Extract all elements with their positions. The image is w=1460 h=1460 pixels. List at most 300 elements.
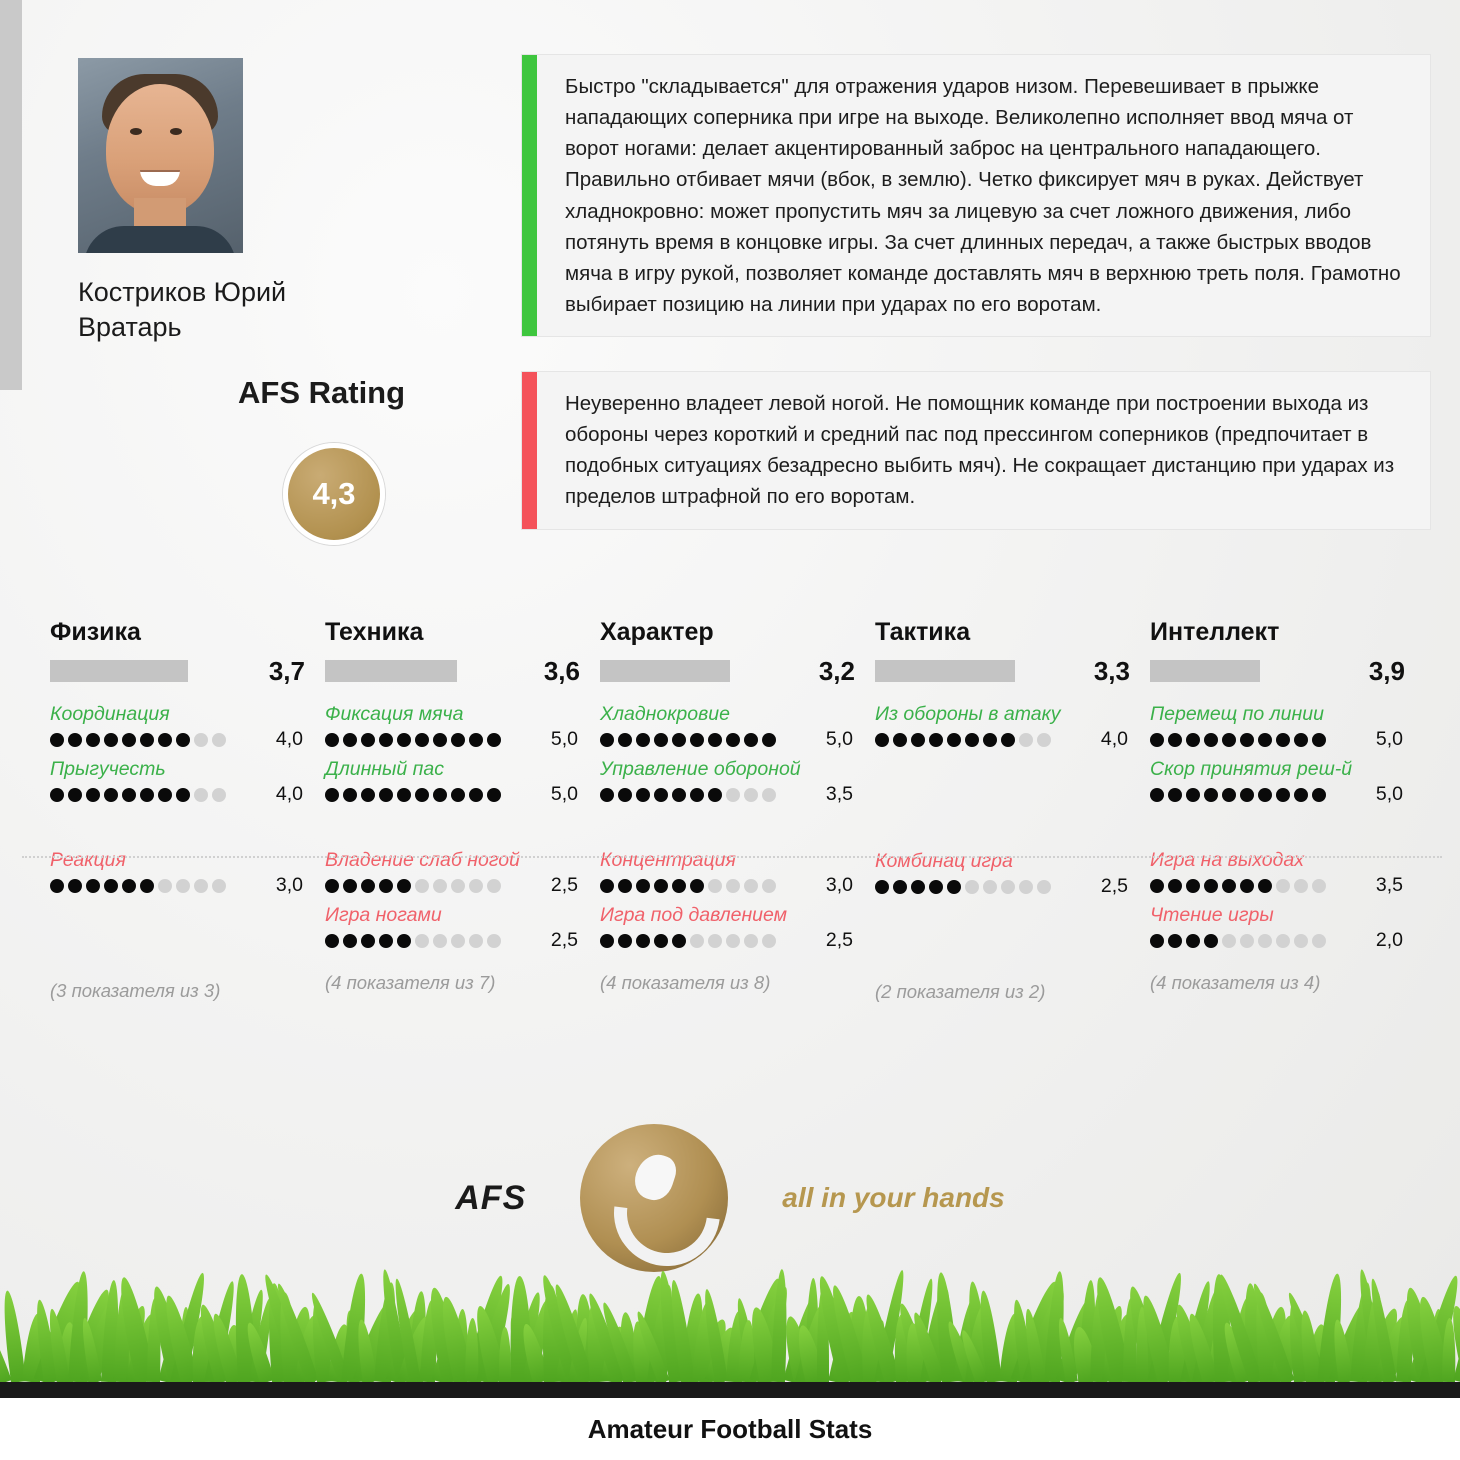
skill-name: Прыгучесть: [50, 758, 166, 780]
category-bar: [1150, 660, 1260, 682]
rating-dot: [1222, 733, 1236, 747]
rating-dot: [1001, 733, 1015, 747]
rating-dot: [690, 879, 704, 893]
rating-dot: [875, 880, 889, 894]
rating-dot: [1186, 879, 1200, 893]
rating-dot: [1258, 879, 1272, 893]
skill-name: Комбинац игра: [875, 850, 1013, 872]
category-score: 3,3: [1093, 655, 1130, 686]
rating-dot: [487, 934, 501, 948]
rating-dot: [1276, 879, 1290, 893]
afs-logo-icon: [580, 1124, 728, 1272]
category-title: Тактика: [875, 618, 971, 646]
category-score: 3,2: [818, 655, 855, 686]
rating-dot: [983, 733, 997, 747]
rating-dot: [965, 880, 979, 894]
skill-row: [1150, 728, 1411, 751]
skill-name: Чтение игры: [1150, 904, 1274, 926]
rating-dot: [690, 788, 704, 802]
rating-dot: [654, 733, 668, 747]
rating-dot: [1222, 879, 1236, 893]
skill-row: [600, 728, 861, 751]
rating-dot: [708, 733, 722, 747]
category-4: [875, 618, 1150, 1003]
rating-dot: [726, 934, 740, 948]
rating-dot: [618, 879, 632, 893]
rating-dots: [1150, 788, 1326, 802]
negative-comment-panel: [522, 372, 1430, 529]
brand-row: [0, 1118, 1460, 1278]
category-score: 3,7: [268, 655, 305, 686]
skill-pos: [600, 703, 861, 751]
rating-dot: [947, 880, 961, 894]
rating-dots: [600, 934, 776, 948]
skill-name: Перемещ по линии: [1150, 703, 1324, 725]
player-photo: [78, 58, 243, 253]
rating-dot: [893, 733, 907, 747]
rating-dot: [1150, 788, 1164, 802]
rating-dot: [140, 788, 154, 802]
photo-eye-left: [130, 128, 142, 135]
rating-dot: [158, 879, 172, 893]
negative-accent-bar: [522, 372, 537, 529]
skill-row: [325, 874, 586, 897]
rating-dots: [600, 879, 776, 893]
rating-dot: [600, 934, 614, 948]
rating-dot: [415, 733, 429, 747]
photo-eye-right: [170, 128, 182, 135]
category-title: Интеллект: [1150, 618, 1280, 646]
rating-dot: [636, 788, 650, 802]
category-3: [600, 618, 875, 1003]
rating-dot: [983, 880, 997, 894]
rating-dot: [343, 934, 357, 948]
rating-dots: [875, 733, 1051, 747]
skill-row: [50, 783, 311, 806]
skill-row: [1150, 929, 1411, 952]
skill-value: 2,0: [1375, 929, 1403, 951]
rating-dot: [487, 733, 501, 747]
rating-dot: [176, 879, 190, 893]
category-footer: (4 показателя из 4): [1150, 972, 1321, 993]
category-bar: [50, 660, 188, 682]
category-title: Физика: [50, 618, 141, 646]
skill-row: [50, 728, 311, 751]
positive-comment-panel: [522, 55, 1430, 336]
rating-dot: [618, 733, 632, 747]
skill-name: Длинный пас: [325, 758, 444, 780]
rating-dot: [1150, 733, 1164, 747]
brand-wordmark: AFS: [455, 1178, 527, 1217]
rating-dot: [104, 788, 118, 802]
rating-dot: [690, 934, 704, 948]
rating-dot: [744, 788, 758, 802]
category-score-row: [875, 655, 1136, 687]
group-gap: [50, 813, 311, 849]
rating-dots: [325, 934, 501, 948]
rating-dot: [487, 879, 501, 893]
afs-rating-label: AFS Rating: [238, 375, 406, 410]
skill-name: Концентрация: [600, 849, 736, 871]
skill-neg: [1150, 904, 1411, 952]
rating-dot: [397, 879, 411, 893]
rating-dot: [86, 788, 100, 802]
afs-rating-value: 4,3: [283, 443, 385, 545]
rating-dot: [50, 733, 64, 747]
rating-dot: [451, 879, 465, 893]
skill-name: Игра ногами: [325, 904, 442, 926]
skill-value: 3,0: [275, 874, 303, 896]
skill-value: 2,5: [550, 929, 578, 951]
skill-value: 3,5: [1375, 874, 1403, 896]
rating-dot: [1276, 934, 1290, 948]
rating-dot: [744, 934, 758, 948]
skill-neg: [600, 904, 861, 952]
skill-name: Реакция: [50, 849, 126, 871]
skill-value: 2,5: [825, 929, 853, 951]
rating-dot: [361, 934, 375, 948]
group-gap: [1150, 813, 1411, 849]
rating-dot: [1258, 934, 1272, 948]
skill-row: [875, 875, 1136, 898]
rating-dot: [379, 733, 393, 747]
rating-dot: [1312, 788, 1326, 802]
rating-dots: [600, 788, 776, 802]
skill-row: [600, 929, 861, 952]
skill-row: [1150, 874, 1411, 897]
rating-dot: [361, 879, 375, 893]
category-bar: [325, 660, 457, 682]
category-score: 3,6: [543, 655, 580, 686]
skill-name: Из обороны в атаку: [875, 703, 1061, 725]
rating-dot: [600, 879, 614, 893]
rating-dot: [672, 788, 686, 802]
rating-dot: [343, 879, 357, 893]
rating-dot: [469, 934, 483, 948]
rating-dot: [1001, 880, 1015, 894]
rating-dot: [911, 733, 925, 747]
skill-row: [600, 874, 861, 897]
rating-dot: [1186, 733, 1200, 747]
group-gap-bottom: [875, 905, 1136, 961]
rating-dot: [1222, 934, 1236, 948]
rating-dot: [487, 788, 501, 802]
player-name: Костриков Юрий: [78, 277, 287, 307]
skill-pos: [50, 703, 311, 751]
rating-dot: [122, 788, 136, 802]
rating-dot: [1222, 788, 1236, 802]
rating-dot: [451, 733, 465, 747]
rating-dot: [636, 879, 650, 893]
rating-dot: [726, 733, 740, 747]
rating-dot: [618, 934, 632, 948]
skill-pos: [1150, 758, 1411, 806]
rating-dot: [929, 733, 943, 747]
rating-dot: [325, 879, 339, 893]
rating-dot: [1019, 880, 1033, 894]
rating-dot: [104, 879, 118, 893]
rating-dot: [212, 879, 226, 893]
category-footer: (4 показателя из 7): [325, 972, 496, 993]
category-score-row: [600, 655, 861, 687]
skill-row: [325, 728, 586, 751]
rating-dot: [451, 788, 465, 802]
rating-dot: [1168, 788, 1182, 802]
rating-dot: [636, 934, 650, 948]
rating-dots: [50, 879, 226, 893]
rating-dot: [176, 733, 190, 747]
skill-row: [600, 783, 861, 806]
rating-dot: [1168, 733, 1182, 747]
rating-dot: [708, 788, 722, 802]
category-title: Техника: [325, 618, 424, 646]
rating-dot: [1240, 879, 1254, 893]
rating-dot: [50, 879, 64, 893]
rating-dot: [947, 733, 961, 747]
skill-value: 2,5: [550, 874, 578, 896]
photo-face: [106, 84, 214, 214]
rating-dot: [158, 788, 172, 802]
player-role: Вратарь: [78, 312, 182, 343]
skill-value: 5,0: [825, 728, 853, 750]
skill-pos: [325, 703, 586, 751]
skill-pos: [1150, 703, 1411, 751]
rating-dot: [636, 733, 650, 747]
rating-dot: [158, 733, 172, 747]
rating-dot: [672, 879, 686, 893]
rating-dot: [122, 879, 136, 893]
skill-pos: [50, 758, 311, 806]
grass-decoration: [0, 1264, 1460, 1382]
rating-dots: [875, 880, 1051, 894]
rating-dot: [708, 879, 722, 893]
rating-dot: [1240, 788, 1254, 802]
rating-dot: [929, 880, 943, 894]
category-bar: [875, 660, 1015, 682]
skill-value: 2,5: [1100, 875, 1128, 897]
rating-dot: [726, 788, 740, 802]
section-divider: [22, 856, 1442, 858]
skill-name: Координация: [50, 703, 170, 725]
rating-dot: [1240, 733, 1254, 747]
rating-dot: [1312, 879, 1326, 893]
skill-name: Игра под давлением: [600, 904, 788, 926]
rating-dot: [433, 934, 447, 948]
positive-accent-bar: [522, 55, 537, 336]
rating-dot: [1294, 879, 1308, 893]
rating-dot: [361, 733, 375, 747]
category-1: [50, 618, 325, 1003]
rating-dot: [1150, 934, 1164, 948]
rating-dots: [325, 733, 501, 747]
category-score-row: [50, 655, 311, 687]
footer-divider-bar: [0, 1382, 1460, 1398]
rating-dot: [1168, 879, 1182, 893]
group-gap: [325, 813, 586, 849]
rating-dot: [1037, 880, 1051, 894]
skill-pos: [600, 758, 861, 806]
rating-dot: [744, 879, 758, 893]
rating-dot: [762, 788, 776, 802]
rating-dots: [325, 879, 501, 893]
rating-dot: [1204, 733, 1218, 747]
category-bar: [600, 660, 730, 682]
rating-dot: [893, 880, 907, 894]
negative-comment-text: Неуверенно владеет левой ногой. Не помощник команде при построении выхода из обороны через короткий и средний пас под прессингом соперников (предпочитает в подобных ситуациях безадресно выбить мяч). Не сокращает дистанцию при ударах из пределов штрафной по его воротам.: [565, 392, 1395, 509]
skill-value: 5,0: [550, 728, 578, 750]
skill-row: [875, 728, 1136, 751]
skill-name: Игра на выходах: [1150, 849, 1304, 871]
rating-dot: [762, 733, 776, 747]
rating-dot: [212, 788, 226, 802]
rating-dot: [68, 879, 82, 893]
skill-value: 5,0: [550, 783, 578, 805]
rating-dot: [379, 788, 393, 802]
rating-dot: [325, 934, 339, 948]
rating-dot: [1204, 788, 1218, 802]
rating-dot: [1019, 733, 1033, 747]
rating-dot: [618, 788, 632, 802]
rating-dot: [600, 788, 614, 802]
rating-dot: [1294, 934, 1308, 948]
rating-dot: [1204, 934, 1218, 948]
skill-value: 5,0: [1375, 728, 1403, 750]
rating-dot: [86, 879, 100, 893]
skill-pos: [875, 703, 1136, 751]
rating-dots: [50, 788, 226, 802]
rating-dot: [1186, 934, 1200, 948]
positive-comment-text: Быстро "складывается" для отражения ударов низом. Перевешивает в прыжке нападающих соперника при игре на выходе. Великолепно исполняет ввод мяча от ворот ногами: делает акцентированный заброс на центрального нападающего. Правильно отбивает мячи (вбок, в землю). Четко фиксирует мяч в руках. Действует хладнокровно: может пропустить мяч за лицевую за счет ложного движения, либо потянуть время в концовке игры. За счет длинных передач, а также быстрых вводов мяча в игру рукой, позволяет команде доставлять мяч в верхнюю треть поля. Грамотно выбирает позицию на линии при ударах по его воротам.: [565, 75, 1401, 317]
rating-dot: [1258, 788, 1272, 802]
rating-dot: [1294, 733, 1308, 747]
skill-value: 3,5: [825, 783, 853, 805]
rating-dot: [690, 733, 704, 747]
skill-value: 4,0: [275, 728, 303, 750]
rating-dot: [1204, 879, 1218, 893]
rating-dot: [343, 733, 357, 747]
rating-dot: [672, 934, 686, 948]
rating-dot: [672, 733, 686, 747]
rating-dot: [654, 934, 668, 948]
skill-name: Хладнокровие: [600, 703, 730, 725]
rating-dot: [104, 733, 118, 747]
rating-dot: [1276, 733, 1290, 747]
rating-dot: [1276, 788, 1290, 802]
rating-dot: [654, 879, 668, 893]
rating-dot: [911, 880, 925, 894]
rating-dot: [433, 733, 447, 747]
player-identity: [78, 58, 328, 345]
rating-dot: [875, 733, 889, 747]
group-gap: [600, 813, 861, 849]
skill-value: 3,0: [825, 874, 853, 896]
rating-dot: [176, 788, 190, 802]
skill-categories: [50, 618, 1425, 1003]
skill-value: 5,0: [1375, 783, 1403, 805]
photo-shoulders: [84, 226, 236, 253]
rating-dot: [654, 788, 668, 802]
rating-dot: [451, 934, 465, 948]
rating-dot: [212, 733, 226, 747]
category-score-row: [325, 655, 586, 687]
rating-dots: [325, 788, 501, 802]
rating-dot: [397, 788, 411, 802]
rating-dot: [1186, 788, 1200, 802]
footer-title: Amateur Football Stats: [0, 1398, 1460, 1460]
skill-name: Управление обороной: [600, 758, 801, 780]
grass-blade: [499, 1327, 511, 1382]
rating-dot: [122, 733, 136, 747]
skill-name: Скор принятия реш-й: [1150, 758, 1353, 780]
category-title: Характер: [600, 618, 714, 646]
rating-dot: [600, 733, 614, 747]
rating-dot: [397, 733, 411, 747]
skill-name: Владение слаб ногой: [325, 849, 520, 871]
rating-dot: [1312, 934, 1326, 948]
rating-dots: [1150, 879, 1326, 893]
rating-dot: [194, 879, 208, 893]
rating-dot: [469, 788, 483, 802]
skill-neg: [325, 904, 586, 952]
rating-dots: [50, 733, 226, 747]
brand-tagline: all in your hands: [782, 1182, 1005, 1213]
rating-dot: [1258, 733, 1272, 747]
rating-dots: [1150, 934, 1326, 948]
rating-dot: [140, 733, 154, 747]
skill-row: [50, 874, 311, 897]
rating-dot: [325, 733, 339, 747]
skill-row: [325, 783, 586, 806]
rating-dot: [433, 788, 447, 802]
skill-row: [1150, 783, 1411, 806]
rating-dot: [762, 879, 776, 893]
rating-dot: [1168, 934, 1182, 948]
category-score: 3,9: [1368, 655, 1405, 686]
skill-pos: [325, 758, 586, 806]
rating-dot: [965, 733, 979, 747]
rating-dot: [726, 879, 740, 893]
rating-dot: [1150, 879, 1164, 893]
skill-name: Фиксация мяча: [325, 703, 464, 725]
rating-dot: [325, 788, 339, 802]
rating-dot: [68, 788, 82, 802]
rating-dot: [708, 934, 722, 948]
skill-value: 4,0: [1100, 728, 1128, 750]
rating-dot: [379, 934, 393, 948]
skill-value: 4,0: [275, 783, 303, 805]
group-gap: [875, 758, 1136, 850]
rating-dots: [1150, 733, 1326, 747]
rating-dot: [397, 934, 411, 948]
category-footer: (2 показателя из 2): [875, 981, 1046, 1002]
rating-dot: [433, 879, 447, 893]
group-gap-bottom: [50, 904, 311, 960]
rating-dot: [194, 733, 208, 747]
skill-row: [325, 929, 586, 952]
rating-dot: [1312, 733, 1326, 747]
category-footer: (4 показателя из 8): [600, 972, 771, 993]
rating-dot: [415, 879, 429, 893]
left-accent-strip: [0, 0, 22, 390]
rating-dot: [140, 879, 154, 893]
rating-dot: [762, 934, 776, 948]
category-score-row: [1150, 655, 1411, 687]
rating-dot: [194, 788, 208, 802]
category-2: [325, 618, 600, 1003]
rating-dot: [361, 788, 375, 802]
rating-dot: [415, 788, 429, 802]
category-5: [1150, 618, 1425, 1003]
